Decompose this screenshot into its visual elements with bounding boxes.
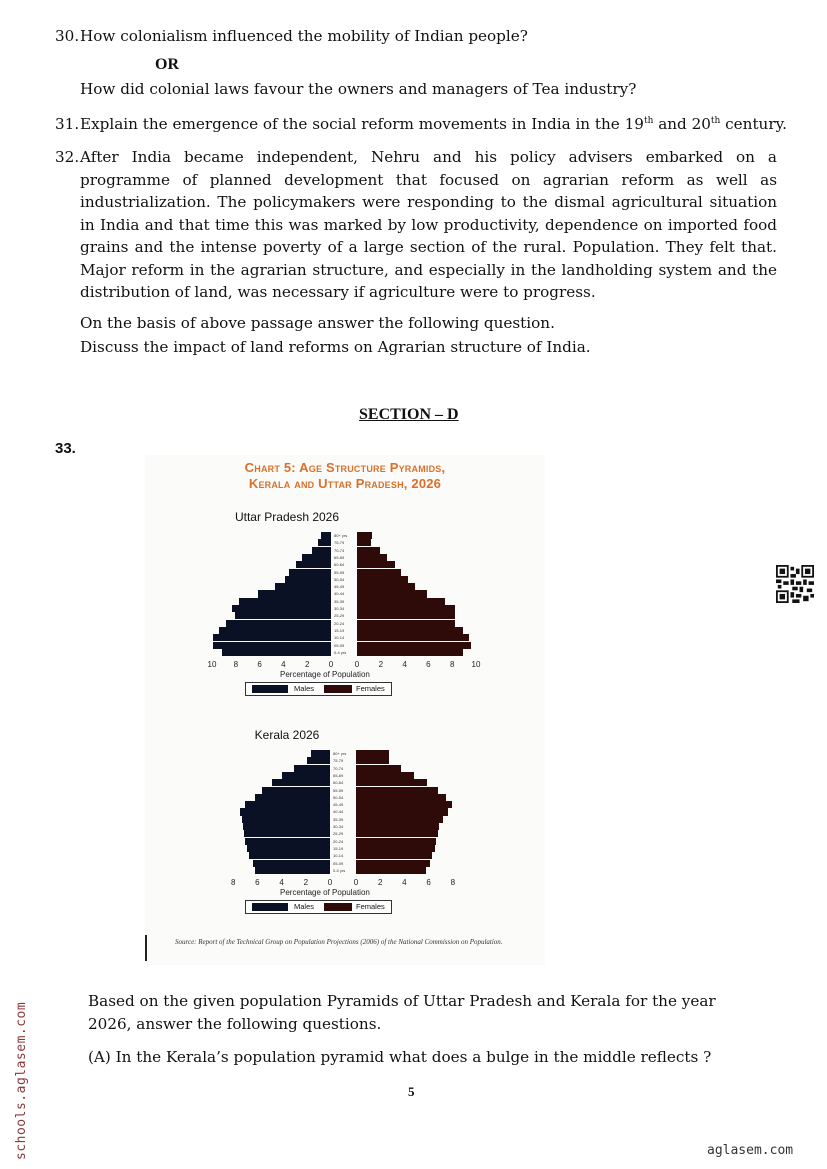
age-group-label: 45-49 (333, 802, 344, 808)
male-bar (262, 787, 330, 794)
x-tick-label: 4 (281, 660, 286, 670)
male-bar (222, 649, 331, 656)
female-bar (357, 532, 372, 539)
legend-label-males: Males (294, 902, 315, 912)
age-group-label: 15-19 (333, 845, 344, 851)
male-bar (272, 779, 330, 786)
age-group-label: 55-59 (334, 569, 345, 575)
female-bar (356, 830, 438, 837)
age-structure-figure (145, 455, 545, 965)
figure-source: Source: Report of the Technical Group on Population Projections (2006) of the National Commission on Population. (175, 938, 503, 946)
pyramid-title: Kerala 2026 (254, 728, 320, 742)
age-group-label: 0-4 yrs (333, 867, 346, 873)
female-bar (357, 605, 455, 612)
section-heading: SECTION – D (359, 406, 459, 423)
legend-swatch-females (324, 903, 352, 911)
female-bar (357, 547, 380, 554)
female-bar (356, 823, 439, 830)
female-bar (357, 634, 469, 641)
age-group-label: 0-4 yrs (334, 649, 347, 655)
female-bar (356, 750, 389, 757)
age-group-label: 30-34 (333, 824, 344, 829)
male-bar (258, 590, 331, 597)
female-bar (357, 627, 463, 634)
age-group-label: 05-09 (333, 860, 344, 866)
male-bar (235, 612, 331, 619)
age-group-label: 25-29 (334, 613, 345, 619)
male-bar (253, 860, 330, 867)
legend-swatch-males (252, 685, 288, 693)
age-group-label: 20-24 (334, 620, 345, 626)
x-axis-label: Percentage of Population (280, 888, 370, 898)
legend-label-males: Males (294, 684, 315, 694)
female-bar (356, 867, 426, 874)
legend-swatch-females (324, 685, 352, 693)
female-bar (357, 598, 445, 605)
age-group-label: 40-44 (334, 591, 345, 597)
male-bar (255, 867, 330, 874)
female-bar (356, 772, 414, 779)
question-part-a: (A) In the Kerala’s population pyramid what does a bulge in the middle reflects ? (88, 1048, 712, 1066)
male-bar (213, 634, 331, 641)
question-number-33: 33. (55, 440, 76, 457)
age-group-label: 15-19 (334, 627, 345, 633)
kerala-pyramid (145, 728, 545, 928)
age-group-label: 30-34 (334, 606, 345, 611)
female-bar (357, 649, 463, 656)
x-tick-label: 10 (471, 660, 481, 670)
male-bar (244, 830, 330, 837)
x-tick-label: 6 (426, 878, 431, 888)
age-group-label: 45-49 (334, 584, 345, 590)
x-tick-label: 10 (207, 660, 217, 670)
female-bar (357, 590, 427, 597)
legend-label-females: Females (356, 684, 385, 694)
x-tick-label: 0 (354, 660, 360, 670)
age-group-label: 50-54 (334, 576, 345, 582)
question-text: How did colonial laws favour the owners and managers of Tea industry? (80, 80, 637, 98)
male-bar (302, 554, 331, 561)
male-bar (312, 547, 331, 554)
female-bar (356, 787, 438, 794)
age-group-label: 25-29 (333, 831, 344, 837)
age-group-label: 80+ yrs (334, 533, 348, 538)
x-tick-label: 4 (279, 878, 284, 888)
female-bar (357, 539, 371, 546)
male-bar (247, 845, 330, 852)
male-bar (255, 794, 330, 801)
age-group-label: 75-79 (334, 540, 345, 546)
male-bar (239, 598, 331, 605)
passage: After India became independent, Nehru and his policy advisers embarked on a programme of planned development that focused on agrarian reform as well as industrialization. The policymakers were responding to the dismal agricultural situation in India and that time this was marked by low productivity, dependence on imported food grains and the intense poverty of a large section of the rural. Population. They felt that. Major reform in the agrarian structure, and especially in the landholding system and the distribution of land, was necessary if agriculture were to progress. (80, 148, 777, 301)
female-bar (356, 794, 446, 801)
male-bar (307, 757, 330, 764)
chart-title-line1: Chart 5: Age Structure Pyramids, (244, 460, 446, 475)
age-group-label: 10-14 (334, 635, 345, 641)
x-tick-label: 0 (328, 660, 334, 670)
age-group-label: 60-64 (333, 780, 344, 786)
x-tick-label: 2 (303, 878, 309, 888)
male-bar (245, 801, 330, 808)
female-bar (356, 852, 432, 859)
female-bar (357, 583, 415, 590)
side-watermark: schools.aglasem.com (14, 1001, 29, 1160)
female-bar (356, 845, 435, 852)
x-tick-label: 2 (377, 878, 383, 888)
question-text: Discuss the impact of land reforms on Agrarian structure of India. (80, 338, 591, 356)
x-tick-label: 2 (378, 660, 384, 670)
male-bar (245, 838, 330, 845)
age-group-label: 10-14 (333, 853, 344, 859)
male-bar (294, 765, 330, 772)
question-intro: Based on the given population Pyramids of Uttar Pradesh and Kerala for the year 2026, answer the following questions. (88, 992, 716, 1033)
female-bar (357, 569, 401, 576)
male-bar (282, 772, 330, 779)
age-group-label: 20-24 (333, 838, 344, 844)
male-bar (219, 627, 331, 634)
female-bar (357, 612, 455, 619)
page-number: 5 (408, 1084, 415, 1099)
question-text: How colonialism influenced the mobility of Indian people? (80, 27, 528, 45)
or-label: OR (155, 56, 179, 73)
male-bar (213, 642, 331, 649)
source-divider (145, 935, 147, 961)
female-bar (357, 642, 471, 649)
female-bar (356, 860, 430, 867)
age-group-label: 70-74 (333, 765, 344, 771)
age-group-label: 55-59 (333, 787, 344, 793)
legend-label-females: Females (356, 902, 385, 912)
male-bar (249, 852, 330, 859)
age-group-label: 05-09 (334, 642, 345, 648)
male-bar (296, 561, 331, 568)
question-text: Explain the emergence of the social reform movements in India in the 19th and 20th century. (80, 115, 787, 133)
female-bar (357, 576, 408, 583)
female-bar (356, 779, 427, 786)
uttar-pradesh-pyramid (145, 510, 545, 710)
age-group-label: 80+ yrs (333, 751, 347, 756)
male-bar (318, 539, 331, 546)
x-tick-label: 6 (426, 660, 431, 670)
chart-legend (245, 900, 392, 914)
bottom-watermark: aglasem.com (707, 1143, 794, 1158)
male-bar (289, 569, 331, 576)
female-bar (356, 838, 436, 845)
question-number: 30. (55, 27, 80, 45)
x-tick-label: 8 (449, 660, 455, 670)
female-bar (356, 801, 452, 808)
x-tick-label: 8 (450, 878, 456, 888)
male-bar (285, 576, 331, 583)
age-group-label: 40-44 (333, 809, 344, 815)
x-tick-label: 6 (257, 660, 262, 670)
instruction-text: On the basis of above passage answer the following question. (80, 314, 555, 332)
female-bar (356, 808, 448, 815)
x-tick-label: 8 (233, 660, 239, 670)
male-bar (240, 808, 330, 815)
age-group-label: 35-39 (333, 816, 344, 822)
age-group-label: 65-69 (333, 772, 344, 778)
question-number: 31. (55, 115, 80, 133)
female-bar (357, 554, 387, 561)
x-tick-label: 0 (353, 878, 359, 888)
male-bar (311, 750, 330, 757)
age-group-label: 60-64 (334, 562, 345, 568)
pyramid-title: Uttar Pradesh 2026 (234, 510, 340, 524)
female-bar (356, 816, 443, 823)
male-bar (275, 583, 331, 590)
x-tick-label: 2 (304, 660, 310, 670)
female-bar (356, 765, 401, 772)
x-tick-label: 4 (402, 660, 407, 670)
x-axis-label: Percentage of Population (280, 670, 370, 680)
age-group-label: 35-39 (334, 598, 345, 604)
male-bar (242, 816, 330, 823)
chart-legend (245, 682, 392, 696)
legend-swatch-males (252, 903, 288, 911)
female-bar (357, 561, 395, 568)
question-number: 32. (55, 148, 80, 166)
age-group-label: 70-74 (334, 547, 345, 553)
age-group-label: 50-54 (333, 794, 344, 800)
male-bar (232, 605, 331, 612)
chart-title-line2: Kerala and Uttar Pradesh, 2026 (248, 476, 442, 491)
x-tick-label: 8 (230, 878, 236, 888)
female-bar (356, 757, 389, 764)
age-group-label: 65-69 (334, 554, 345, 560)
x-tick-label: 0 (327, 878, 333, 888)
x-tick-label: 4 (402, 878, 407, 888)
female-bar (357, 620, 455, 627)
male-bar (321, 532, 331, 539)
male-bar (226, 620, 331, 627)
x-tick-label: 6 (255, 878, 260, 888)
male-bar (243, 823, 330, 830)
age-group-label: 75-79 (333, 758, 344, 764)
qr-code-icon (776, 565, 814, 603)
